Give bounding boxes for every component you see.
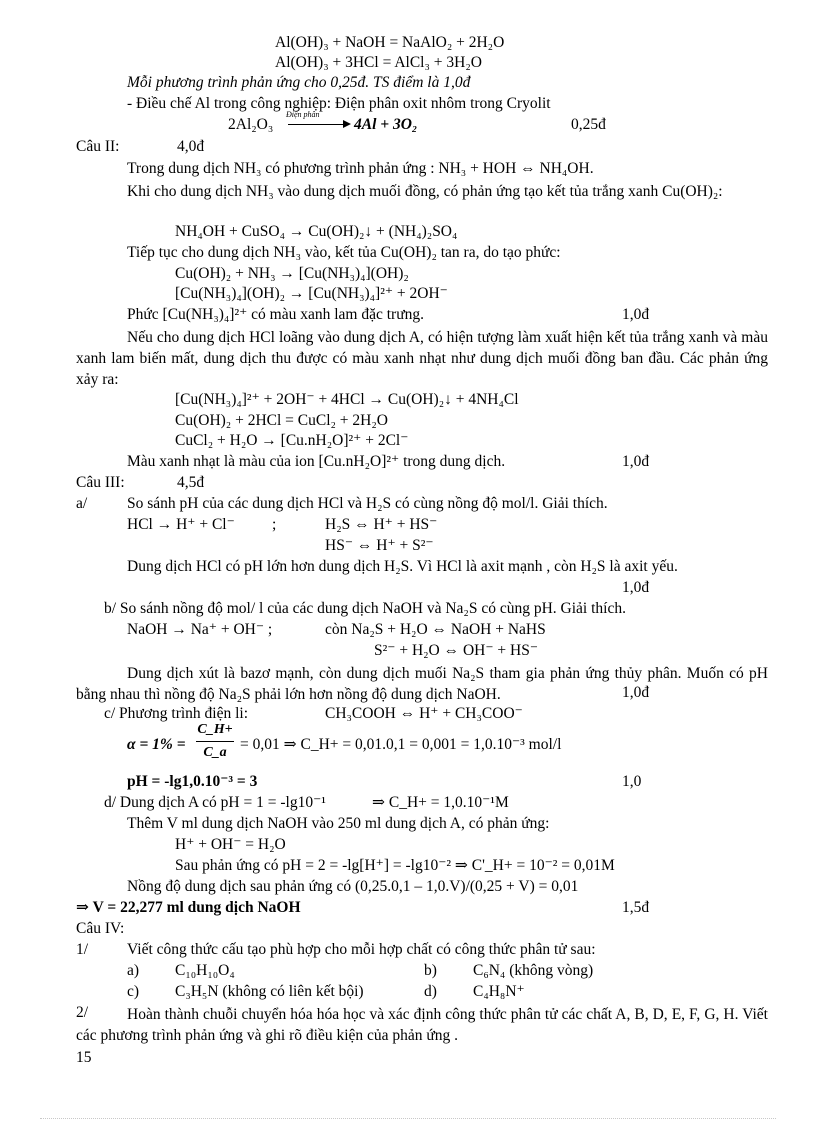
- equation-line: NaOH → Na⁺ + OH⁻ ;: [127, 621, 273, 638]
- text-line: Dung dịch HCl có pH lớn hơn dung dịch H₂S. Vì HCl là axit mạnh , còn H₂S là axit yếu.: [127, 558, 678, 575]
- equation-line: CH₃COOH ⇔ H⁺ + CH₃COO⁻: [325, 705, 523, 722]
- equation-line: NH₄OH + CuSO₄ → Cu(OH)₂↓ + (NH₄)₂SO₄: [175, 223, 458, 240]
- reaction-arrow: [288, 124, 344, 125]
- text-line: Thêm V ml dung dịch NaOH vào 250 ml dung dịch A, có phản ứng:: [127, 815, 550, 832]
- text-line: Tiếp tục cho dung dịch NH₃ vào, kết tủa Cu(OH)₂ tan ra, do tạo phức:: [127, 244, 561, 261]
- score-mark: 1,0: [622, 773, 642, 790]
- paragraph: Nếu cho dung dịch HCl loãng vào dung dịch A, có hiện tượng làm xuất hiện kết tủa trắng xanh và màu xanh lam biến mất, dung dịch thu được có màu xanh nhạt như dung dịch muối đồng ban đầu. Các phản ứng xảy ra:: [76, 329, 768, 388]
- paragraph: Hoàn thành chuỗi chuyển hóa hóa học và xác định công thức phân tử các chất A, B, D, E, F, G, H. Viết các phương trình phản ứng và ghi rõ điều kiện của phản ứng .: [76, 1006, 768, 1044]
- fraction-numerator: C_H+: [197, 722, 233, 737]
- paragraph: Khi cho dung dịch NH₃ vào dung dịch muối đồng, có phản ứng tạo kết tủa trắng xanh Cu(OH)₂:: [127, 183, 723, 200]
- equation-line: [Cu(NH₃)₄](OH)₂ → [Cu(NH₃)₄]²⁺ + 2OH⁻: [175, 285, 448, 302]
- item-label: 1/: [76, 941, 89, 958]
- text-line: Màu xanh nhạt là màu của ion [Cu.nH₂O]²⁺ trong dung dịch.: [127, 453, 506, 470]
- text-line: b/ So sánh nồng độ mol/ l của các dung dịch NaOH và Na₂S có cùng pH. Giải thích.: [104, 600, 626, 617]
- fraction-denominator: C_a: [203, 745, 227, 760]
- option-label: c): [127, 983, 140, 1000]
- score-mark: 1,0đ: [622, 684, 650, 701]
- score-mark: 1,5đ: [622, 899, 650, 916]
- equation-product: 4Al + 3O₂: [354, 116, 418, 133]
- equation-line: HCl → H⁺ + Cl⁻: [127, 516, 235, 533]
- fraction-bar: [196, 741, 234, 742]
- text-line: Nồng độ dung dịch sau phản ứng có (0,25.0,1 – 1,0.V)/(0,25 + V) = 0,01: [127, 878, 579, 895]
- equation-line: H⁺ + OH⁻ = H₂O: [175, 836, 286, 853]
- footer-divider: [40, 1118, 776, 1119]
- reaction-arrowhead: [343, 120, 351, 128]
- scoring-note: Mỗi phương trình phản ứng cho 0,25đ. TS điểm là 1,0đ: [127, 74, 471, 91]
- text-line: d/ Dung dịch A có pH = 1 = -lg10⁻¹: [104, 794, 326, 811]
- item-label: a/: [76, 495, 88, 512]
- score-mark: 1,0đ: [622, 306, 650, 323]
- text-line: Viết công thức cấu tạo phù hợp cho mỗi hợp chất có công thức phân tử sau:: [127, 941, 596, 958]
- text-line: So sánh pH của các dung dịch HCl và H₂S có cùng nồng độ mol/l. Giải thích.: [127, 495, 608, 512]
- equation-line: [Cu(NH₃)₄]²⁺ + 2OH⁻ + 4HCl → Cu(OH)₂↓ + 4NH₄Cl: [175, 391, 519, 408]
- equation-line: = 0,01 ⇒ C_H+ = 0,01.0,1 = 0,001 = 1,0.10⁻³ mol/l: [240, 736, 562, 753]
- section-score: 4,5đ: [177, 474, 205, 491]
- section-heading-cau-iv: Câu IV:: [76, 920, 125, 937]
- equation-line: Al(OH)₃ + NaOH = NaAlO₂ + 2H₂O: [275, 34, 505, 51]
- equation-line: Al(OH)₃ + 3HCl = AlCl₃ + 3H₂O: [275, 54, 482, 71]
- equation-line: S²⁻ + H₂O ⇔ OH⁻ + HS⁻: [374, 642, 539, 659]
- separator: ;: [272, 516, 277, 533]
- text-line: - Điều chế Al trong công nghiệp: Điện phân oxit nhôm trong Cryolit: [127, 95, 551, 112]
- equation-line: Sau phản ứng có pH = 2 = -lg[H⁺] = -lg10⁻² ⇒ C'_H+ = 10⁻² = 0,01M: [175, 857, 615, 874]
- score-mark: 0,25đ: [571, 116, 606, 133]
- section-heading-cau-ii: Câu II:: [76, 138, 120, 155]
- arrow-condition-label: Điện phân: [286, 110, 320, 119]
- equation-line: CuCl₂ + H₂O → [Cu.nH₂O]²⁺ + 2Cl⁻: [175, 432, 409, 449]
- equation-line: Cu(OH)₂ + 2HCl = CuCl₂ + 2H₂O: [175, 412, 388, 429]
- equation-reactant: 2Al₂O₃: [228, 116, 274, 133]
- page-number: 15: [76, 1049, 92, 1066]
- equation-line: H₂S ⇔ H⁺ + HS⁻: [325, 516, 438, 533]
- text-line: Trong dung dịch NH₃ có phương trình phản ứng : NH₃ + HOH ⇔ NH₄OH.: [127, 160, 594, 177]
- equation-line: HS⁻ ⇔ H⁺ + S²⁻: [325, 537, 434, 554]
- section-heading-cau-iii: Câu III:: [76, 474, 125, 491]
- equation-line: pH = -lg1,0.10⁻³ = 3: [127, 773, 258, 790]
- formula: C₄H₈N⁺: [473, 983, 525, 1000]
- paragraph: Dung dịch xút là bazơ mạnh, còn dung dịch muối Na₂S tham gia phản ứng thủy phân. Muốn có pH bằng nhau thì nồng độ Na₂S phải lớn hơn nồng độ dung dịch NaOH.: [76, 665, 768, 703]
- equation-line: ⇒ C_H+ = 1,0.10⁻¹M: [372, 794, 509, 811]
- section-score: 4,0đ: [177, 138, 205, 155]
- formula: C₆N₄ (không vòng): [473, 962, 594, 979]
- option-label: d): [424, 983, 437, 1000]
- score-mark: 1,0đ: [622, 453, 650, 470]
- formula: C₃H₅N (không có liên kết bội): [175, 983, 364, 1000]
- result-line: ⇒ V = 22,277 ml dung dịch NaOH: [76, 899, 301, 916]
- equation-line: Cu(OH)₂ + NH₃ → [Cu(NH₃)₄](OH)₂: [175, 265, 409, 282]
- text-line: c/ Phương trình điện li:: [104, 705, 249, 722]
- formula-alpha: α = 1% =: [127, 736, 186, 753]
- score-mark: 1,0đ: [622, 579, 650, 596]
- formula: C₁₀H₁₀O₄: [175, 962, 235, 979]
- option-label: a): [127, 962, 140, 979]
- option-label: b): [424, 962, 437, 979]
- item-label: 2/: [76, 1004, 89, 1021]
- equation-line: còn Na₂S + H₂O ⇔ NaOH + NaHS: [325, 621, 546, 638]
- text-line: Phức [Cu(NH₃)₄]²⁺ có màu xanh lam đặc trưng.: [127, 306, 424, 323]
